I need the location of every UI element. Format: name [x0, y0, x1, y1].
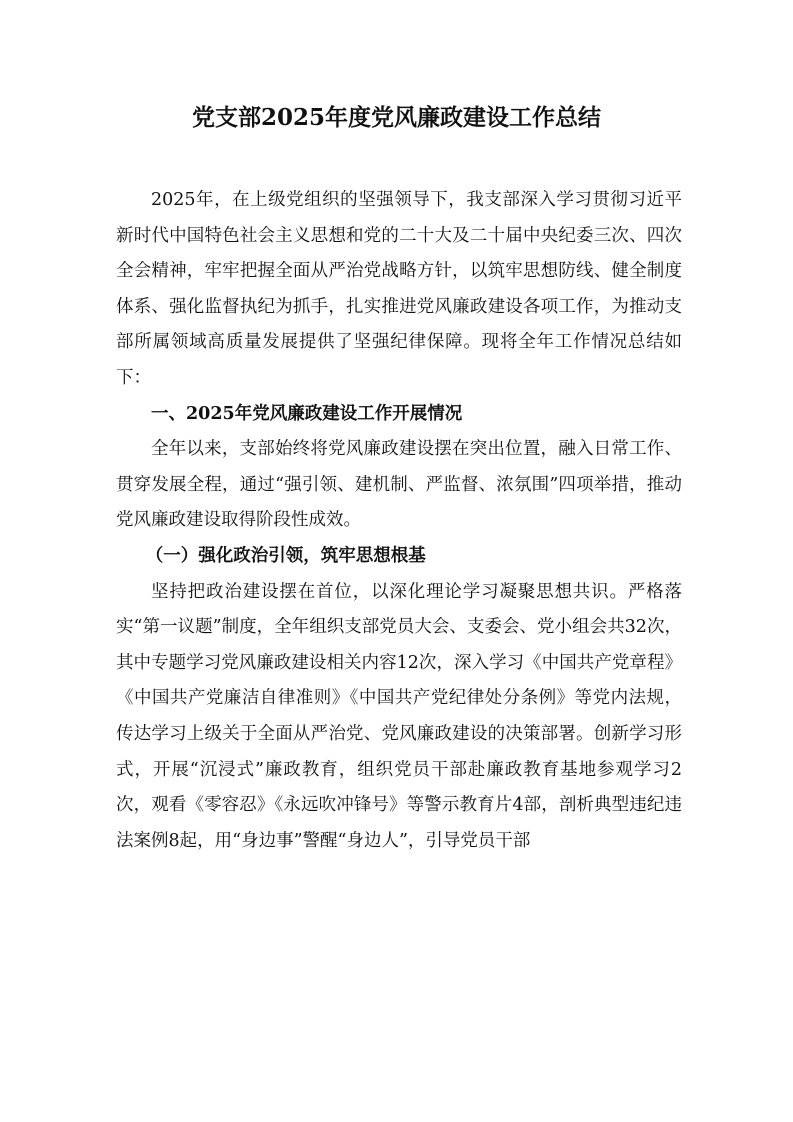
subsection1-paragraph: 坚持把政治建设摆在首位，以深化理论学习凝聚思想共识。严格落实“第一议题”制度，全年组织支部党员大会、支委会、党小组会共32次，其中专题学习党风廉政建设相关内容12次，深入学习《中国共产党章程》《中国共产党廉洁自律准则》《中国共产党纪律处分条例》等党内法规，传达学习上级关于全面从严治党、党风廉政建设的决策部署。创新学习形式，开展“沉浸式”廉政教育，组织党员干部赴廉政教育基地参观学习2次，观看《零容忍》《永远吹冲锋号》等警示教育片4部，剖析典型违纪违法案例8起，用“身边事”警醒“身边人”，引导党员干部	[116, 581, 682, 851]
section1-heading: 一、2025年党风廉政建设工作开展情况	[151, 403, 463, 424]
section1-intro-paragraph: 全年以来，支部始终将党风廉政建设摆在突出位置，融入日常工作、贯穿发展全程，通过“强引领、建机制、严监督、浓氛围”四项举措，推动党风廉政建设取得阶段性成效。	[116, 439, 682, 531]
document-body	[116, 183, 682, 859]
document-title: 党支部2025年度党风廉政建设工作总结	[191, 104, 601, 131]
intro-paragraph: 2025年，在上级党组织的坚强领导下，我支部深入学习贯彻习近平新时代中国特色社会主义思想和党的二十大及二十届中央纪委三次、四次全会精神，牢牢把握全面从严治党战略方针，以筑牢思想防线、健全制度体系、强化监督执纪为抓手，扎实推进党风廉政建设各项工作，为推动支部所属领域高质量发展提供了坚强纪律保障。现将全年工作情况总结如下：	[116, 190, 682, 388]
subsection1-heading: （一）强化政治引领，筑牢思想根基	[145, 545, 426, 566]
